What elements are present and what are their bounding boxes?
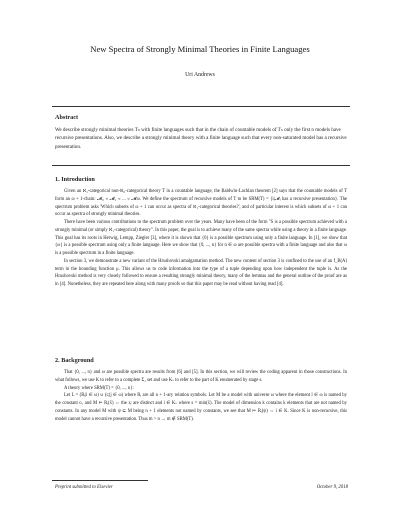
abstract-top-rule [52,106,350,107]
intro-paragraph-1: Given an ℵ₁-categorical non-ℵ₀-categorical theory T in a countable language, the Baldwin-Lachlan theorem [2] says that the countable models of T form an ω + 1-chain: 𝓜₀ ≺ 𝓜₁ ≺ ... ≺ 𝓜ω. We define the spectrum of recursive models of T to be SRM(T) = {i|𝓜ᵢ has a recursive presentation}. The spectrum problem asks 'Which subsets of ω + 1 can occur as spectra of ℵ₁-categorical theories?', and of particular interest is which subsets of ω + 1 can occur as spectra of strongly minimal theories. [55,189,347,218]
section-body-introduction [55,188,347,289]
paper-title: New Spectra of Strongly Minimal Theories in Finite Languages [90,44,310,54]
section-heading-background: 2. Background [55,357,94,364]
abstract-heading: Abstract [55,114,79,121]
footer-date: October 9, 2018 [316,485,348,490]
intro-paragraph-2: There have been various contributions to the spectrum problem over the years. Many have been of the form "S is a possible spectrum achieved with a strongly minimal (or simply ℵ₁-categorical) theory". In this paper, the goal is to achieve many of the same spectra while using a theory in a finite language. This goal has its roots in Herwig, Lempp, Ziegler [3], where it is shown that {0} is a possible spectrum using only a finite language. In [1], we show that {ω} is a possible spectrum using only a finite language. Here we show that {0, ..., n} for n ∈ ω are possible spectra with a finite language and also that ω is a possible spectrum in a finite language. [55,220,347,256]
footer-preprint-note: Preprint submitted to Elsevier [55,485,113,490]
abstract-text: We describe strongly minimal theories Tₙ with finite languages such that in the chain of countable models of Tₙ only the first n models have recursive presentations. Also, we describe a strongly minimal theory with a finite language such that every non-saturated model has a recursive presentation. [55,127,347,150]
background-paragraph-1: That {0, ..., n} and ω are possible spectra are results from [6] and [5]. In this section, we will review the coding apparent in those constructions. In what follows, we use K to refer to a complete Σ₁ set and use Kₛ to refer to the part of K enumerated by stage s. [55,370,347,383]
section-heading-introduction: 1. Introduction [55,176,95,183]
footer-rule [52,480,148,481]
section-body-background [55,369,347,423]
background-paragraph-2: A theory where SRM(T) = {0, ..., n}: [64,385,134,391]
background-paragraph-3: Let L = (Rᵢ|i ∈ ω) ∪ (cⱼ|j ∈ ω) where Rᵢ are all n + 1-ary relation symbols. Let M be a model with universe ω where the element l ∈ ω is named by the constant cₗ, and M ⊨ Rᵢ(x̄) ⇔ the xⱼ are distinct and i ∈ Kₛ where s = min(x̄). The model of dimension k contains k elements that are not named by constants. In any model M with ψ ⊆ M being n + 1 elements not named by constants, we see that M ⊨ Rᵢ(ψ) ⇔ i ∈ K. Since K is non-recursive, this model cannot have a recursive presentation. Thus m > n → m ∉ SRM(T). [55,393,347,422]
intro-paragraph-3: In section 3, we demonstrate a new variant of the Hrushovski amalgamation method. The new content of section 3 is confined to the use of an f_B(A) term in the bounding function μ. This allows us to code information into the type of a tuple depending upon how independent the tuple is. As the Hrushovski method is very closely followed to ensure a resulting strongly minimal theory, many of the lemmas and the general outline of the proof are as in [4]. Nonetheless, they are repeated here along with many proofs so that this paper may be read without having read [4]. [55,258,347,287]
paper-author: Uri Andrews [185,72,215,78]
abstract-bottom-rule [52,165,350,166]
